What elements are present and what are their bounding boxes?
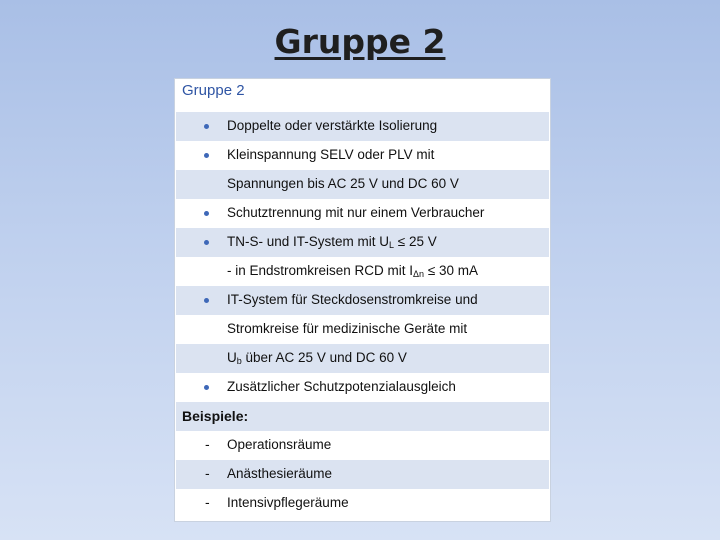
- list-item: [176, 286, 549, 315]
- bullet-icon: [204, 298, 209, 303]
- list-item-text: Stromkreise für medizinische Geräte mit: [227, 321, 468, 336]
- slide-title: Gruppe 2: [274, 22, 446, 61]
- list-item-continuation: [176, 170, 549, 199]
- list-item: [176, 141, 549, 170]
- list-item-continuation: [176, 315, 549, 344]
- dash-marker: -: [205, 494, 210, 510]
- list-item-text: Anästhesieräume: [227, 466, 333, 481]
- list-item: [176, 431, 549, 460]
- list-item: [176, 199, 549, 228]
- content-panel: [174, 78, 551, 522]
- examples-heading: [176, 402, 549, 431]
- bullet-icon: [204, 153, 209, 158]
- bullet-icon: [204, 240, 209, 245]
- list-item: [176, 460, 549, 489]
- dash-marker: -: [205, 436, 210, 452]
- list-item-continuation: [176, 257, 549, 286]
- bullet-icon: [204, 124, 209, 129]
- list-item-text: Operationsräume: [227, 437, 332, 452]
- list-item: [176, 112, 549, 141]
- list-item-text: Kleinspannung SELV oder PLV mit: [227, 147, 435, 162]
- list-item-text: Spannungen bis AC 25 V und DC 60 V: [227, 176, 459, 191]
- panel-title: Gruppe 2: [182, 82, 245, 99]
- list-item-text: $U_b$ über AC 25 V und DC 60 V: [227, 350, 407, 366]
- list-item: [176, 489, 549, 518]
- list-item-text: - in Endstromkreisen RCD mit $I_{\Delta n} \le 30$ mA: [227, 263, 479, 279]
- bullet-icon: [204, 385, 209, 390]
- list-item-text: Intensivpflegeräume: [227, 495, 349, 510]
- list-item-continuation: [176, 344, 549, 373]
- bullet-icon: [204, 211, 209, 216]
- dash-marker: -: [205, 465, 210, 481]
- examples-heading-text: Beispiele:: [182, 408, 249, 424]
- list-item-text: Doppelte oder verstärkte Isolierung: [227, 118, 438, 133]
- list-item: [176, 228, 549, 257]
- list-item-text: Schutztrennung mit nur einem Verbraucher: [227, 205, 485, 220]
- list-item: [176, 373, 549, 402]
- list-item-text: IT-System für Steckdosenstromkreise und: [227, 292, 478, 307]
- list-item-text: TN-S- und IT-System mit $U_L \le 25$ V: [227, 234, 437, 250]
- list-item-text: Zusätzlicher Schutzpotenzialausgleich: [227, 379, 456, 394]
